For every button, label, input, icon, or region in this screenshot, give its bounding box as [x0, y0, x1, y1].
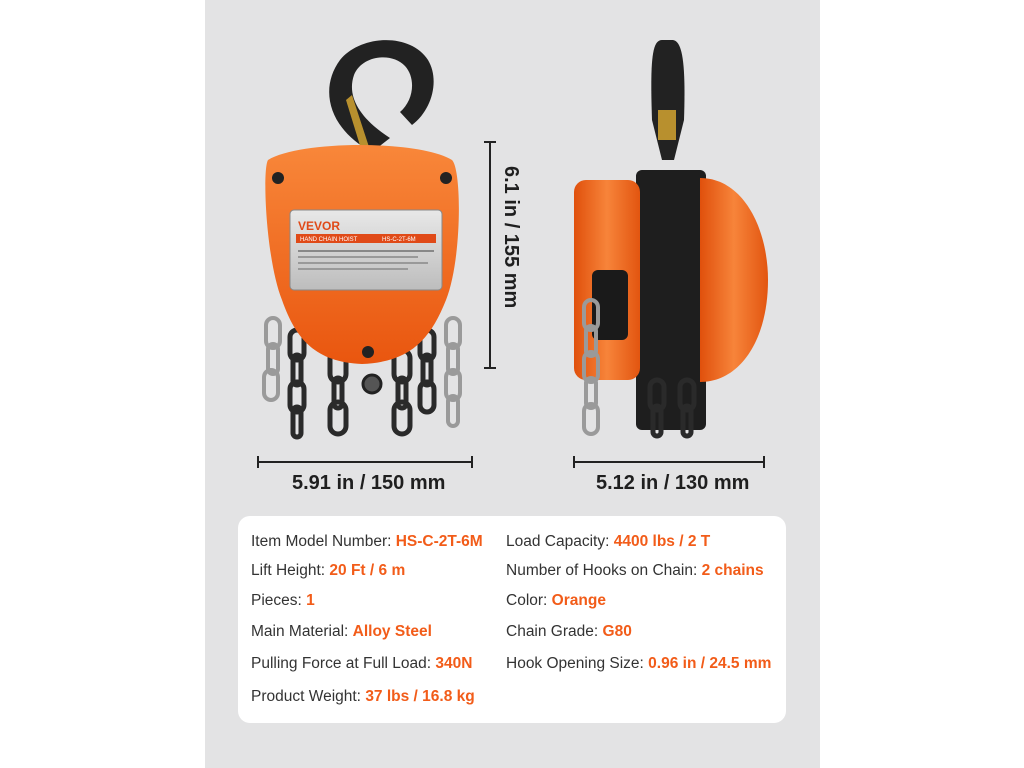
plate-product: HAND CHAIN HOIST [300, 237, 358, 243]
spec-pieces: Pieces: 1 [251, 592, 315, 609]
side-hook [651, 40, 684, 160]
spec-hooks-on-chain: Number of Hooks on Chain: 2 chains [506, 562, 764, 579]
spec-product-weight: Product Weight: 37 lbs / 16.8 kg [251, 688, 475, 705]
spec-main-material: Main Material: Alloy Steel [251, 623, 432, 640]
plate-model: HS-C-2T-6M [382, 237, 416, 243]
front-view [264, 40, 460, 437]
side-view [574, 40, 768, 436]
side-cover-right [700, 178, 768, 382]
plate-logo: VEVOR [298, 219, 341, 233]
spec-lift-height: Lift Height: 20 Ft / 6 m [251, 562, 406, 579]
height-dimension-label: 6.1 in / 155 mm [500, 166, 522, 309]
spec-model-number: Item Model Number: HS-C-2T-6M [251, 533, 483, 550]
spec-color: Color: Orange [506, 592, 606, 609]
front-width-dimension-label: 5.91 in / 150 mm [292, 472, 446, 494]
spec-hook-opening: Hook Opening Size: 0.96 in / 24.5 mm [506, 655, 772, 672]
front-hook [329, 40, 433, 152]
spec-pulling-force: Pulling Force at Full Load: 340N [251, 655, 473, 672]
spec-load-capacity: Load Capacity: 4400 lbs / 2 T [506, 533, 711, 550]
spec-chain-grade: Chain Grade: G80 [506, 623, 632, 640]
side-width-dimension-label: 5.12 in / 130 mm [596, 472, 750, 494]
specs-card [238, 516, 786, 723]
